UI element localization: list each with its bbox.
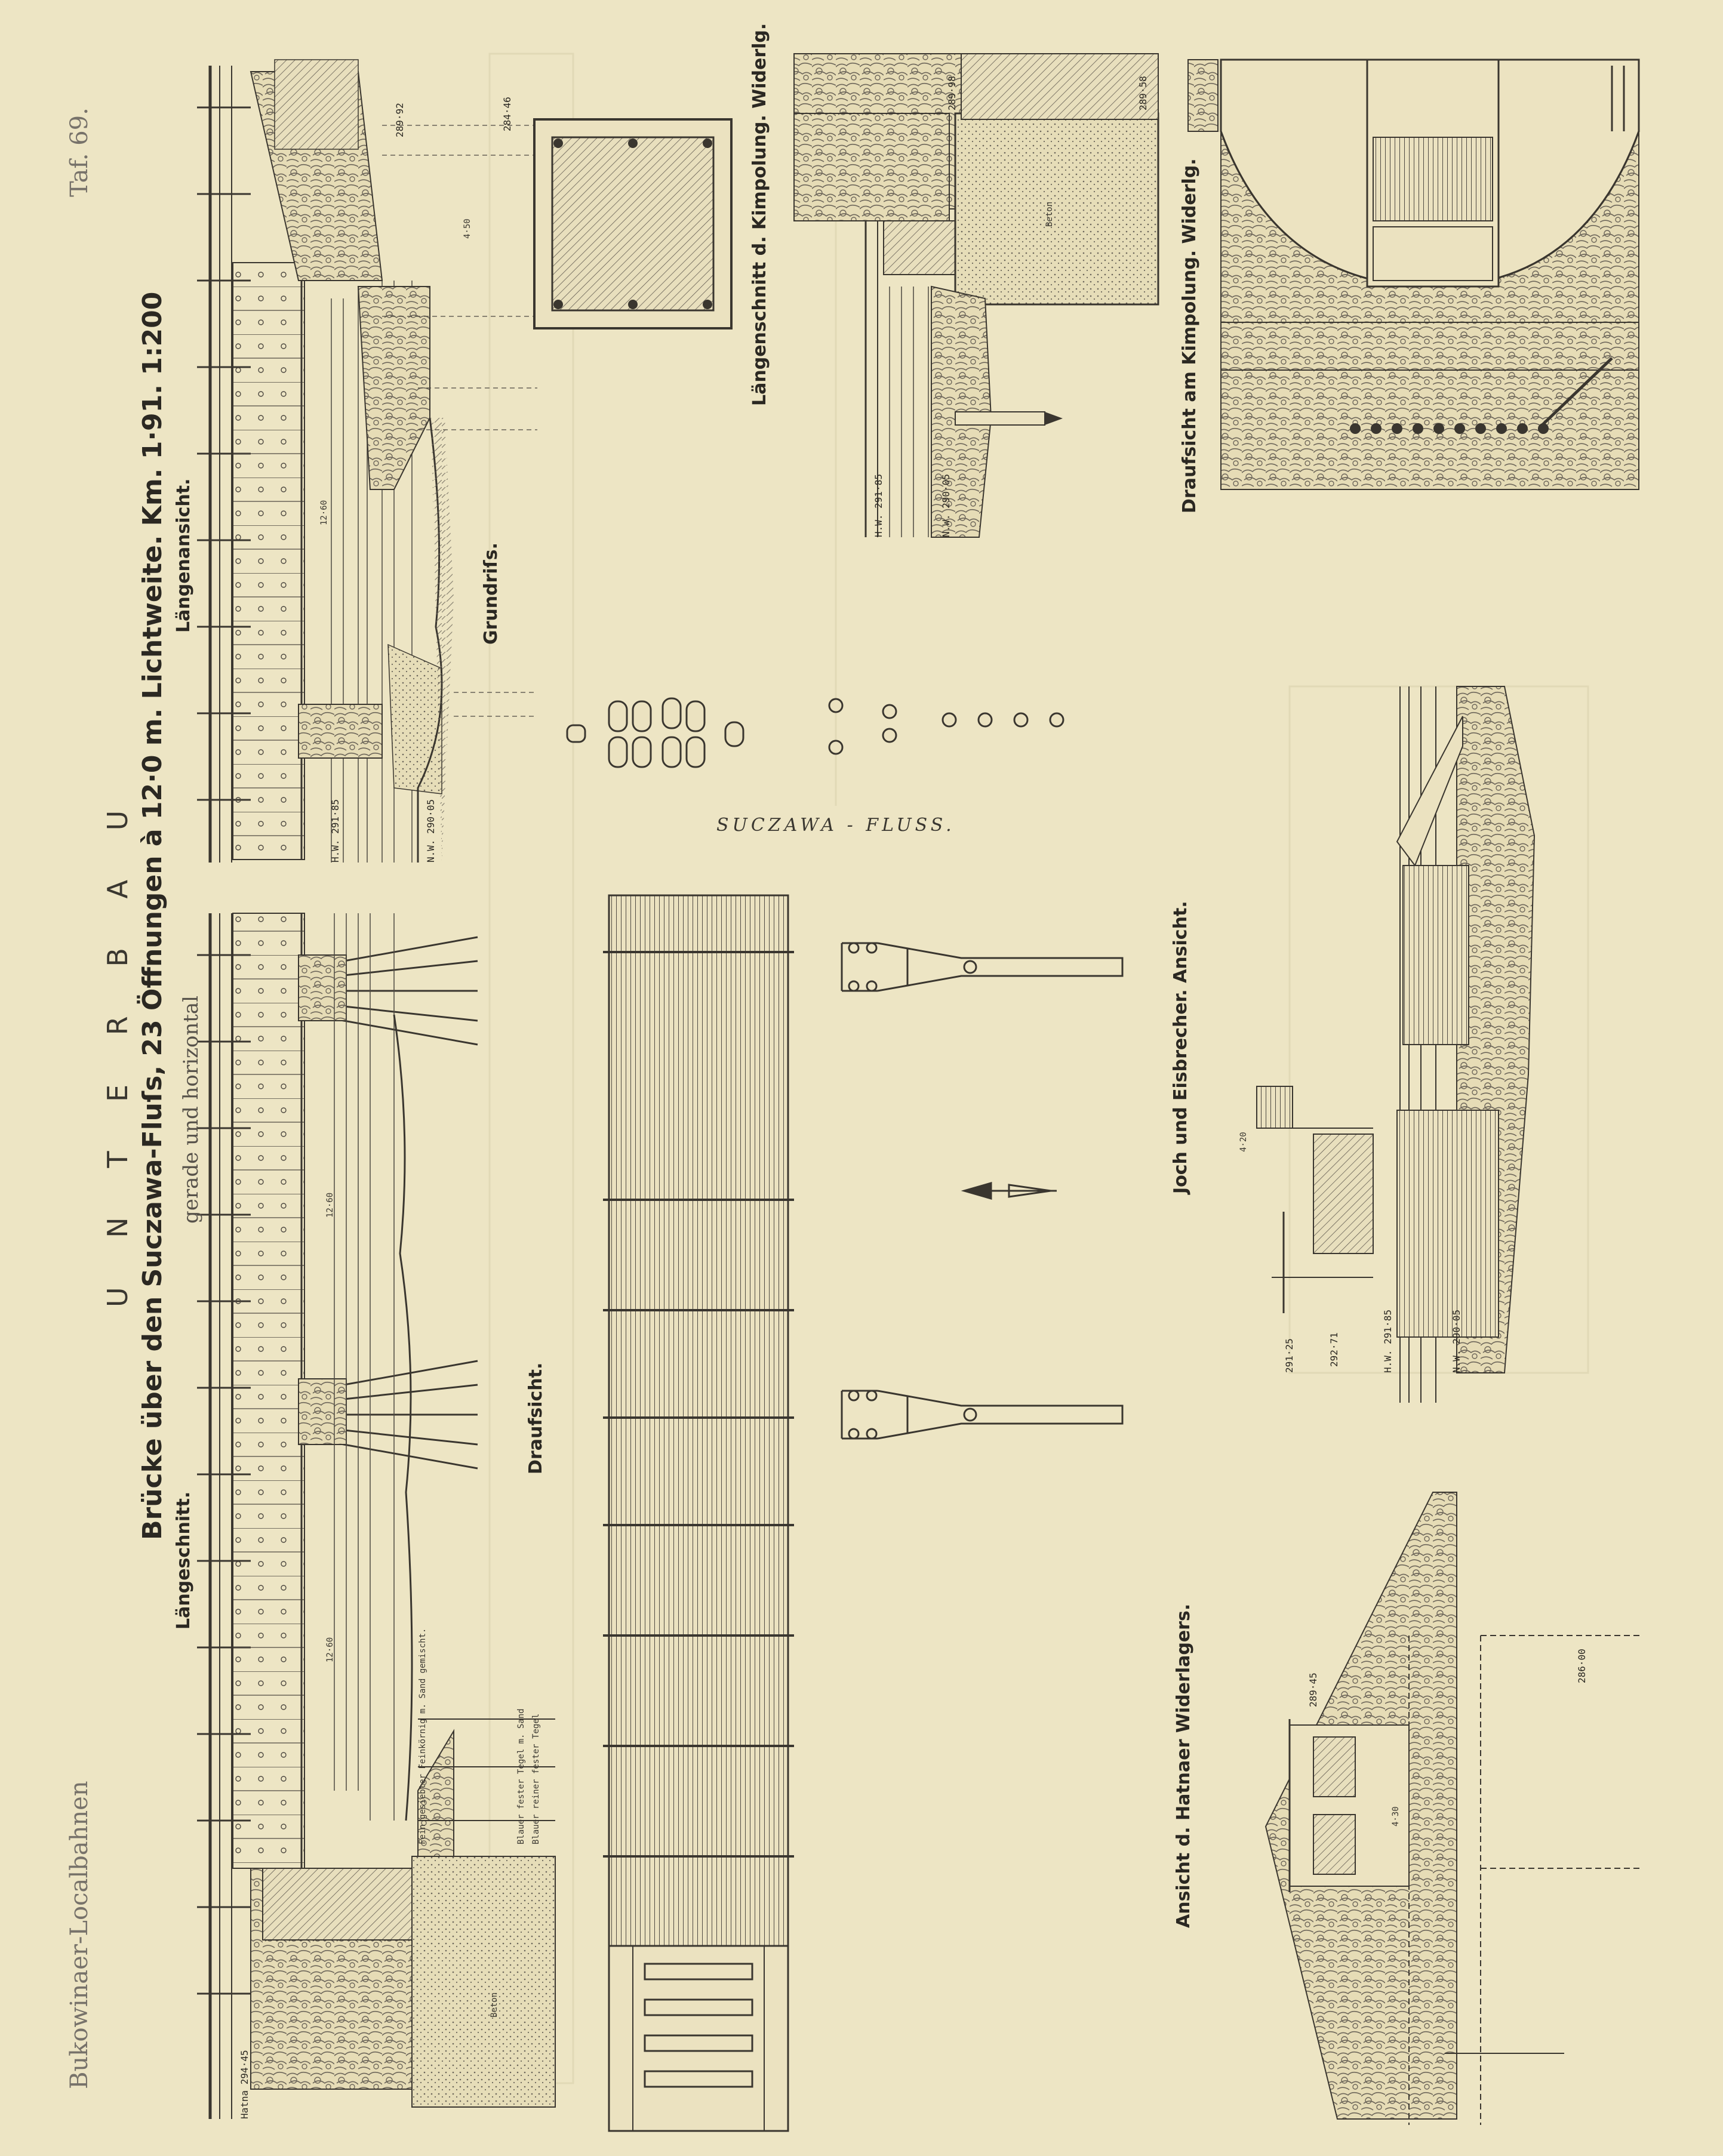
level-nw-2: N.W. 290·05 (940, 474, 952, 537)
widerlager-section-drawing (794, 54, 1158, 537)
soil-layer-3: Blauer reiner fester Tegel (531, 1713, 541, 1844)
dim-h-430: 4·30 (1391, 1806, 1401, 1827)
material-beton-hatna: Beton (490, 1992, 499, 2018)
level-pier-low: 291·25 (1284, 1338, 1295, 1373)
level-top-1: 289·92 (394, 103, 405, 137)
cross-section-square (534, 119, 731, 328)
label-hatnaer: Ansicht d. Hatnaer Widerlagers. (1173, 1603, 1194, 1928)
label-draufsicht: Draufsicht. (525, 1362, 546, 1474)
label-joch: Joch und Eisbrecher. Ansicht. (1170, 901, 1191, 1194)
level-hw-2: H.W. 291·85 (873, 474, 884, 537)
level-top-2: 284·46 (501, 97, 513, 131)
publisher-margin: Bukowinaer-Localbahnen (66, 1781, 93, 2089)
dim-span-2: 12·60 (325, 1637, 335, 1662)
label-laengenansicht: Längenansicht. (173, 478, 194, 633)
joch-ansicht-drawing (1257, 686, 1534, 1403)
river-label: SUCZAWA - FLUSS. (716, 815, 955, 836)
level-hw-1: H.W. 291·85 (330, 799, 341, 863)
dim-span-3: 12·60 (325, 1192, 335, 1218)
level-pier-top: 292·71 (1328, 1332, 1340, 1367)
laengenansicht-drawing (197, 60, 537, 863)
widerlager-plan-drawing (1188, 60, 1639, 489)
label-draufsicht-widerlager: Draufsicht am Kimpolung. Widerlg. (1179, 158, 1200, 513)
laengeschnitt-drawing (197, 913, 555, 2119)
label-grundriss: Grundriſs. (481, 543, 501, 645)
dim-h-420: 4·20 (1239, 1132, 1248, 1152)
title-note: gerade und horizontal (179, 995, 203, 1224)
dim-span-1: 12·60 (319, 500, 329, 525)
flow-arrow (964, 1183, 1057, 1199)
level-top-3: 289·58 (1137, 76, 1149, 110)
draufsicht-drawing (603, 895, 794, 2131)
hatnaer-ansicht-drawing (1266, 1492, 1642, 2125)
level-nw-3: N.W. 290·05 (1451, 1310, 1462, 1373)
level-hw-3: H.W. 291·85 (1382, 1310, 1393, 1373)
level-hatna: Hatna 294·45 (239, 2050, 250, 2119)
title-subtitle: Brücke über den Suczawa-Fluſs, 23 Öffnungen à 12·0 m. Lichtweite. Km. 1·91. 1:200 (137, 291, 168, 1540)
level-top-4: 289·98 (946, 76, 958, 110)
level-nw-1: N.W. 290·05 (425, 799, 436, 863)
plate-number: Taf. 69. (66, 107, 93, 197)
label-laengeschnitt: Längeschnitt. (173, 1491, 194, 1630)
level-ha-top: 289·45 (1307, 1673, 1319, 1707)
label-laengenschnitt-widerlager: Längenschnitt d. Kimpolung. Widerlg. (749, 23, 770, 406)
soil-layer-2: Blauer fester Tegel m. Sand (516, 1708, 526, 1844)
soil-layer-1: Fein gesiebter Feinkörnig m. Sand gemischt. (418, 1628, 427, 1844)
pile-plan-marks (567, 698, 1063, 767)
dim-h-450: 4·50 (463, 218, 472, 239)
level-ha-bottom: 286·00 (1576, 1649, 1587, 1683)
title-main: U N T E R B A U (101, 790, 134, 1307)
material-beton: Beton (1045, 201, 1054, 227)
